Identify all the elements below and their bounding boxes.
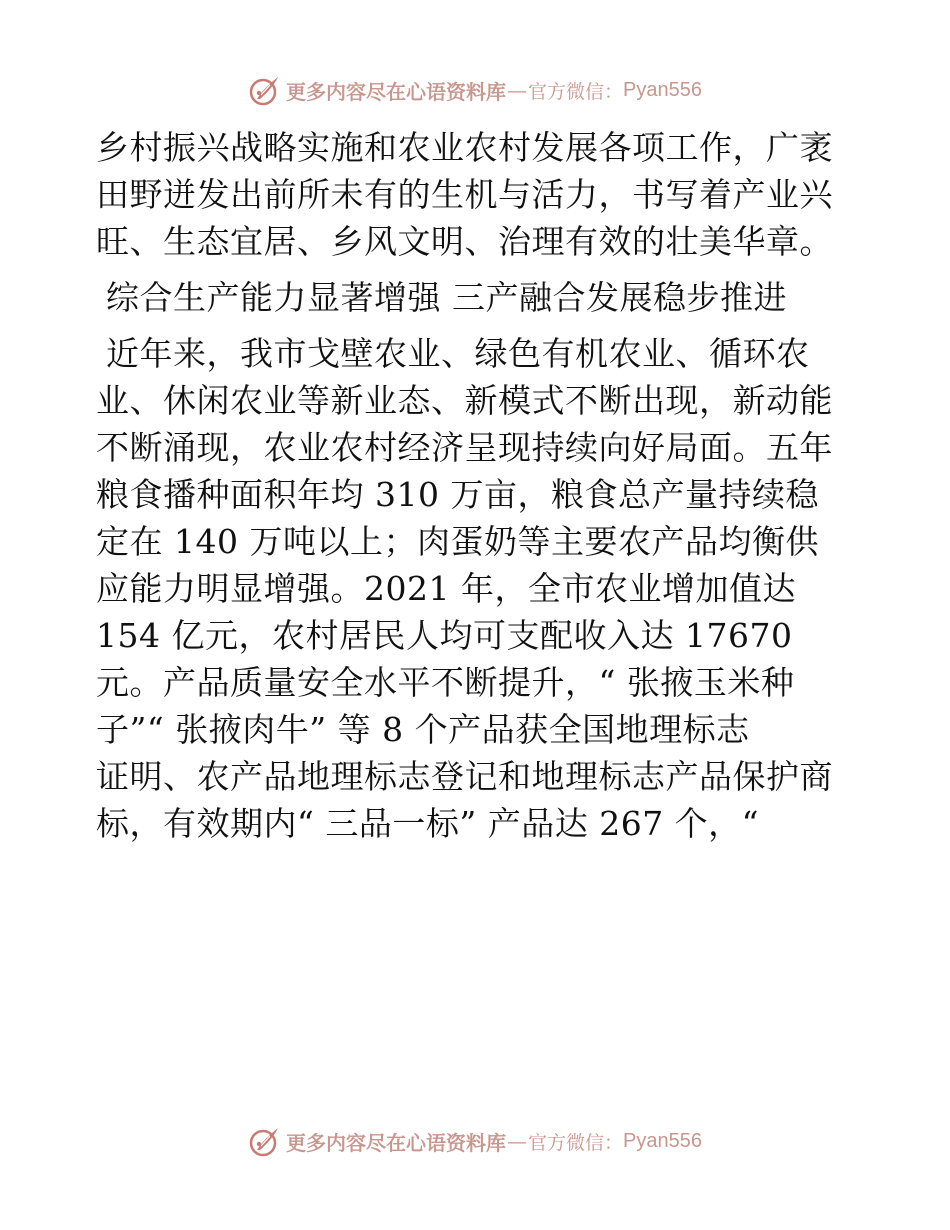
body-line: 定在 140 万吨以上；肉蛋奶等主要农产品均衡供 xyxy=(96,522,819,561)
watermark-main-text: 更多内容尽在心语资料库 xyxy=(286,79,506,104)
watermark-banner-bottom xyxy=(0,1121,950,1161)
watermark-sub-text: 官方微信： xyxy=(528,1131,624,1154)
body-line: 应能力明显增强。2021 年，全市农业增加值达 xyxy=(96,569,796,608)
body-line: 不断涌现，农业农村经济呈现持续向好局面。五年 xyxy=(96,428,833,467)
document-body xyxy=(96,124,866,847)
body-line: 粮食播种面积年均 310 万亩，粮食总产量持续稳 xyxy=(96,475,819,514)
watermark-dash: — xyxy=(507,78,527,102)
body-line: 旺、生态宜居、乡风文明、治理有效的壮美华章。 xyxy=(96,222,833,261)
quill-logo-icon xyxy=(248,1124,282,1158)
body-line: 田野迸发出前所未有的生机与活力，书写着产业兴 xyxy=(96,175,833,214)
watermark-wechat-id: Pyan556 xyxy=(623,78,702,101)
body-line: 154 亿元，农村居民人均可支配收入达 17670 xyxy=(96,616,793,655)
section-heading: 综合生产能力显著增强 三产融合发展稳步推进 xyxy=(106,278,787,317)
watermark-main-text: 更多内容尽在心语资料库 xyxy=(286,1130,506,1155)
watermark-dash: — xyxy=(507,1129,527,1153)
quill-logo-icon xyxy=(248,73,282,107)
body-line: 标，有效期内“ 三品一标” 产品达 267 个，“ xyxy=(96,804,760,843)
watermark-sub-text: 官方微信： xyxy=(528,80,624,103)
body-line: 元。产品质量安全水平不断提升，“ 张掖玉米种 xyxy=(96,663,795,702)
body-line: 近年来，我市戈壁农业、绿色有机农业、循环农 xyxy=(106,334,810,373)
body-line: 乡村振兴战略实施和农业农村发展各项工作，广袤 xyxy=(96,128,833,167)
body-line: 业、休闲农业等新业态、新模式不断出现，新动能 xyxy=(96,381,833,420)
body-line: 子”“ 张掖肉牛” 等 8 个产品获全国地理标志 xyxy=(96,710,750,749)
watermark-wechat-id: Pyan556 xyxy=(623,1129,702,1152)
body-line: 证明、农产品地理标志登记和地理标志产品保护商 xyxy=(96,757,833,796)
watermark-banner-top xyxy=(0,70,950,110)
